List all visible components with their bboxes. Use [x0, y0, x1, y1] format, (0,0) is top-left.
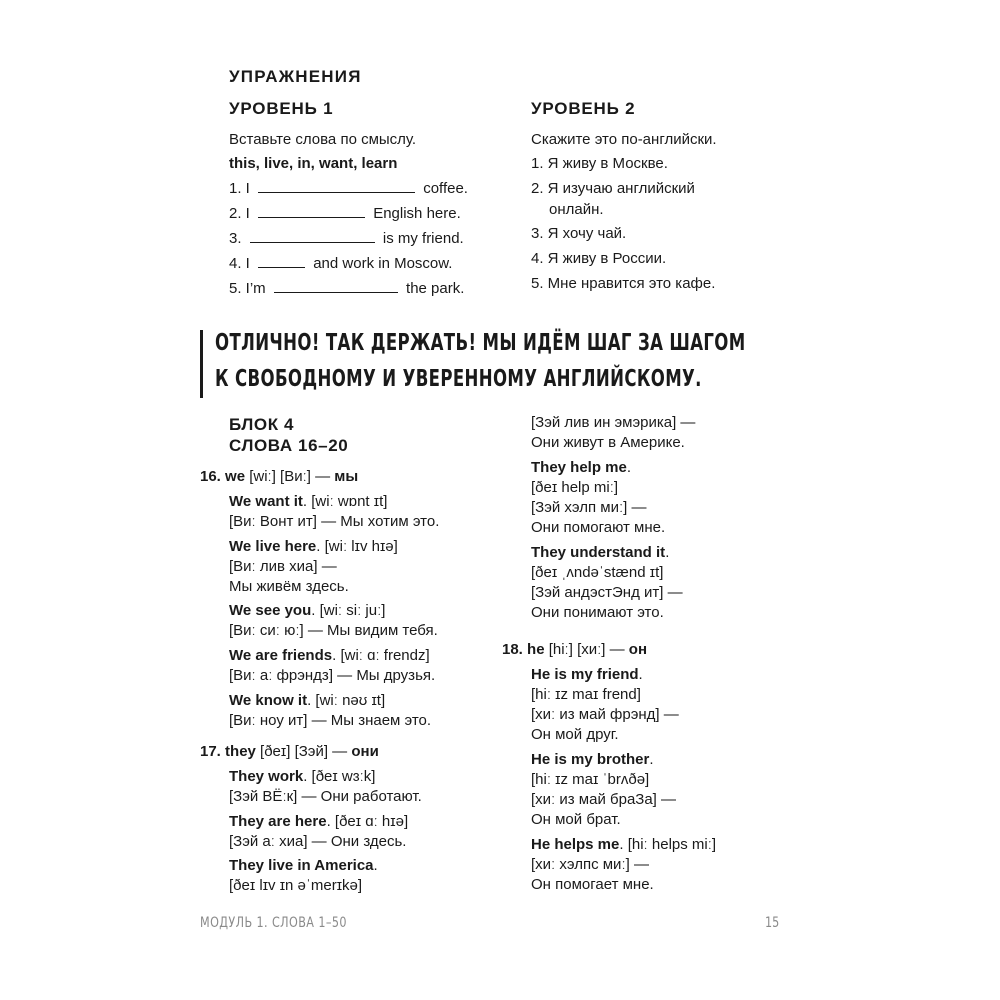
example-transcription: [ðeɪ lɪv ɪn əˈmerɪkə]: [229, 877, 363, 894]
example-ru: [Зэй хэлп миː] —: [531, 499, 647, 516]
word-17-header: [200, 742, 379, 762]
example-phrase: We live here: [229, 538, 317, 555]
example-en: [229, 691, 385, 711]
banner-bar: [200, 330, 203, 398]
example-transcription: . [ðeɪ wɜːk]: [303, 768, 376, 785]
example-ru: [Зэй аː хиа] — Они здесь.: [229, 833, 407, 850]
item-number: 2. I: [229, 205, 250, 222]
level2-item-2: 2. Я изучаю английский: [531, 180, 695, 197]
example-ru: Он мой брат.: [531, 811, 621, 828]
example-transcription: . [wiː wɒnt ɪt]: [302, 493, 388, 510]
word-number: 16.: [200, 468, 221, 485]
example-transcription: . [wiː nəʊ ɪt]: [307, 692, 386, 709]
footer-module: МОДУЛЬ 1. СЛОВА 1–50: [200, 915, 347, 931]
example-phrase: He helps me: [531, 836, 620, 853]
example-ru: [Виː лив хиа] —: [229, 558, 337, 575]
example-punct: .: [665, 544, 670, 561]
level2-item-3: 3. Я хочу чай.: [531, 225, 627, 242]
example-phrase: They work: [229, 768, 304, 785]
exercises-title: УПРАЖНЕНИЯ: [229, 67, 362, 86]
word-en: we: [225, 468, 246, 485]
fill-blank: [258, 180, 415, 193]
example-en: [229, 767, 375, 787]
example-en: [229, 856, 378, 876]
example-punct: .: [638, 666, 643, 683]
level1-instruction: Вставьте слова по смыслу.: [229, 131, 417, 148]
example-ru: Они понимают это.: [531, 604, 664, 621]
item-number: 3.: [229, 230, 242, 247]
example-ru: [Виː сиː юː] — Мы видим тебя.: [229, 622, 438, 639]
level1-item-5: [229, 279, 464, 299]
example-phrase: They live in America: [229, 857, 374, 874]
example-phrase: We know it: [229, 692, 308, 709]
fill-blank: [258, 255, 305, 268]
example-en: [531, 665, 643, 685]
example-transcription: .: [373, 857, 378, 874]
word-en: he: [527, 641, 545, 658]
example-phrase: We see you: [229, 602, 312, 619]
level2-instruction: Скажите это по-английски.: [531, 131, 717, 148]
fill-blank: [274, 280, 398, 293]
example-en: [229, 492, 387, 512]
example-ru: [хиː хэлпс миː] —: [531, 856, 649, 873]
example-ru: [Виː ноу ит] — Мы знаем это.: [229, 712, 432, 729]
block-subtitle: СЛОВА 16–20: [229, 436, 349, 455]
example-ru: [хиː из май фрэнд] —: [531, 706, 679, 723]
fill-blank: [258, 205, 365, 218]
item-text: English here.: [373, 205, 461, 222]
example-phrase: They understand it: [531, 544, 666, 561]
example-transcription: . [wiː siː juː]: [311, 602, 386, 619]
item-text: is my friend.: [382, 230, 464, 247]
word-en: they: [225, 743, 256, 760]
example-transcription: [ðeɪ ˌʌndəˈstænd ɪt]: [531, 564, 664, 581]
example-ru: [Зэй ВЁːк] — Они работают.: [229, 788, 422, 805]
example-transcription: . [ðeɪ ɑː hɪə]: [326, 813, 409, 830]
banner-line-1: ОТЛИЧНО! ТАК ДЕРЖАТЬ! МЫ ИДЁМ ШАГ ЗА ШАГОМ: [215, 330, 746, 356]
item-number: 1. I: [229, 180, 250, 197]
example-phrase: He is my friend: [531, 666, 639, 683]
example-punct: .: [649, 751, 654, 768]
word-number: 18.: [502, 641, 523, 658]
level1-title: УРОВЕНЬ 1: [229, 99, 334, 118]
level1-words: this, live, in, want, learn: [229, 155, 398, 172]
word-transcription: [ðeɪ] [Зэй] —: [260, 743, 348, 760]
example-en: [229, 601, 385, 621]
example-phrase: He is my brother: [531, 751, 650, 768]
example-transcription: [hiː ɪz maɪ frend]: [531, 686, 641, 703]
example-phrase: We want it: [229, 493, 303, 510]
example-ru: Он помогает мне.: [531, 876, 654, 893]
example-ru: [Зэй лив ин эмэрика] —: [531, 414, 696, 431]
word-number: 17.: [200, 743, 221, 760]
word-ru: он: [628, 641, 648, 658]
level2-item-4: 4. Я живу в России.: [531, 250, 667, 267]
level2-title: УРОВЕНЬ 2: [531, 99, 636, 118]
example-transcription: . [hiː helps miː]: [619, 836, 717, 853]
level2-item-1: 1. Я живу в Москве.: [531, 155, 668, 172]
example-ru: Он мой друг.: [531, 726, 619, 743]
item-text: the park.: [406, 280, 465, 297]
example-en: [229, 646, 430, 666]
level2-item-5: 5. Мне нравится это кафе.: [531, 275, 716, 292]
example-transcription: [hiː ɪz maɪ ˈbrʌðə]: [531, 771, 650, 788]
example-en: [531, 835, 716, 855]
example-transcription: . [wiː ɑː frendz]: [332, 647, 430, 664]
example-en: [531, 750, 654, 770]
example-phrase: We are friends: [229, 647, 333, 664]
example-ru: Они помогают мне.: [531, 519, 666, 536]
example-en: [531, 458, 631, 478]
example-ru: [хиː из май браЗа] —: [531, 791, 677, 808]
block-title: БЛОК 4: [229, 415, 295, 434]
example-en: [229, 537, 398, 557]
example-phrase: They help me: [531, 459, 627, 476]
example-ru: Они живут в Америке.: [531, 434, 685, 451]
level1-item-2: [229, 204, 461, 224]
item-text: and work in Moscow.: [313, 255, 453, 272]
example-en: [229, 812, 408, 832]
item-number: 4. I: [229, 255, 250, 272]
item-number: 5. I’m: [229, 280, 266, 297]
example-ru: Мы живём здесь.: [229, 578, 349, 595]
level2-item-2-cont: онлайн.: [549, 201, 604, 218]
level1-item-4: [229, 254, 452, 274]
word-ru: мы: [334, 468, 359, 485]
word-ru: они: [351, 743, 379, 760]
example-punct: .: [626, 459, 632, 476]
level1-item-3: [229, 229, 464, 249]
example-ru: [Виː Вонт ит] — Мы хотим это.: [229, 513, 440, 530]
example-en: [531, 543, 669, 563]
example-transcription: . [wiː lɪv hɪə]: [316, 538, 398, 555]
example-phrase: They are here: [229, 813, 327, 830]
word-18-header: [502, 640, 647, 660]
level1-item-1: [229, 179, 468, 199]
fill-blank: [250, 230, 375, 243]
example-ru: [Зэй андэстЭнд ит] —: [531, 584, 683, 601]
word-transcription: [wiː] [Виː] —: [249, 468, 331, 485]
word-transcription: [hiː] [хиː] —: [548, 641, 625, 658]
word-16-header: [200, 467, 358, 487]
example-ru: [Виː аː фрэндз] — Мы друзья.: [229, 667, 436, 684]
banner-line-2: К СВОБОДНОМУ И УВЕРЕННОМУ АНГЛИЙСКОМУ.: [215, 366, 702, 392]
page-number: 15: [765, 915, 780, 931]
example-transcription: [ðeɪ help miː]: [531, 479, 619, 496]
item-text: coffee.: [423, 180, 468, 197]
